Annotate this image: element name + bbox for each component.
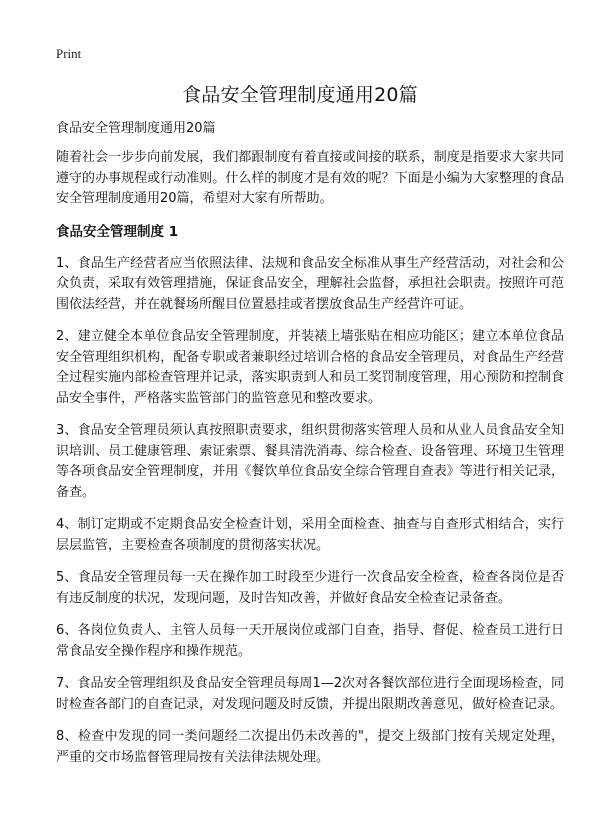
rule-item-3: 3、食品安全管理员须认真按照职责要求，组织贯彻落实管理人员和从业人员食品安全知识培训、员工健康管理、索证索票、餐具清洗消毒、综合检查、设备管理、环境卫生管理等各项食品安全管理制度，并用《餐饮单位食品安全综合管理自查表》等进行相关记录，备查。 <box>56 423 564 500</box>
intro-paragraph: 随着社会一步步向前发展，我们都跟制度有着直接或间接的联系，制度是指要求大家共同遵守的办事规程或行动准则。什么样的制度才是有效的呢？下面是小编为大家整理的食品安全管理制度通用20篇，希望对大家有所帮助。 <box>56 150 564 206</box>
document-title: 食品安全管理制度通用20篇 <box>182 84 418 106</box>
rule-item-4: 4、制订定期或不定期食品安全检查计划，采用全面检查、抽查与自查形式相结合，实行层层监管，主要检查各项制度的贯彻落实状况。 <box>56 517 564 553</box>
document-subtitle: 食品安全管理制度通用20篇 <box>56 121 216 136</box>
print-label: Print <box>56 46 82 61</box>
section-heading: 食品安全管理制度 1 <box>56 223 179 240</box>
rule-item-8: 8、检查中发现的同一类问题经二次提出仍未改善的"，提交上级部门按有关规定处理，严重的交市场监督管理局按有关法律法规处理。 <box>56 729 564 765</box>
rule-item-7: 7、食品安全管理组织及食品安全管理员每周1—2次对各餐饮部位进行全面现场检查，同时检查各部门的自查记录，对发现问题及时反馈，并提出限期改善意见，做好检查记录。 <box>56 676 564 712</box>
rule-item-5: 5、食品安全管理员每一天在操作加工时段至少进行一次食品安全检查，检查各岗位是否有违反制度的状况，发现问题，及时告知改善，并做好食品安全检查记录备查。 <box>56 570 564 606</box>
rule-item-1: 1、食品生产经营者应当依照法律、法规和食品安全标准从事生产经营活动，对社会和公众负责，采取有效管理措施，保证食品安全，理解社会监督，承担社会职责。按照许可范围依法经营，并在就餐场所醒目位置悬挂或者摆放食品生产经营许可证。 <box>56 255 564 312</box>
document-body <box>56 118 564 780</box>
rule-item-6: 6、各岗位负责人、主管人员每一天开展岗位或部门自查，指导、督促、检查员工进行日常食品安全操作程序和操作规范。 <box>56 623 564 659</box>
rule-item-2: 2、建立健全本单位食品安全管理制度，并装裱上墙张贴在相应功能区；建立本单位食品安全管理组织机构，配备专职或者兼职经过培训合格的食品安全管理员，对食品生产经营全过程实施内部检查管理并记录，落实职责到人和员工奖罚制度管理，用心预防和控制食品安全事件，严格落实监管部门的监管意见和整改要求。 <box>56 329 564 406</box>
